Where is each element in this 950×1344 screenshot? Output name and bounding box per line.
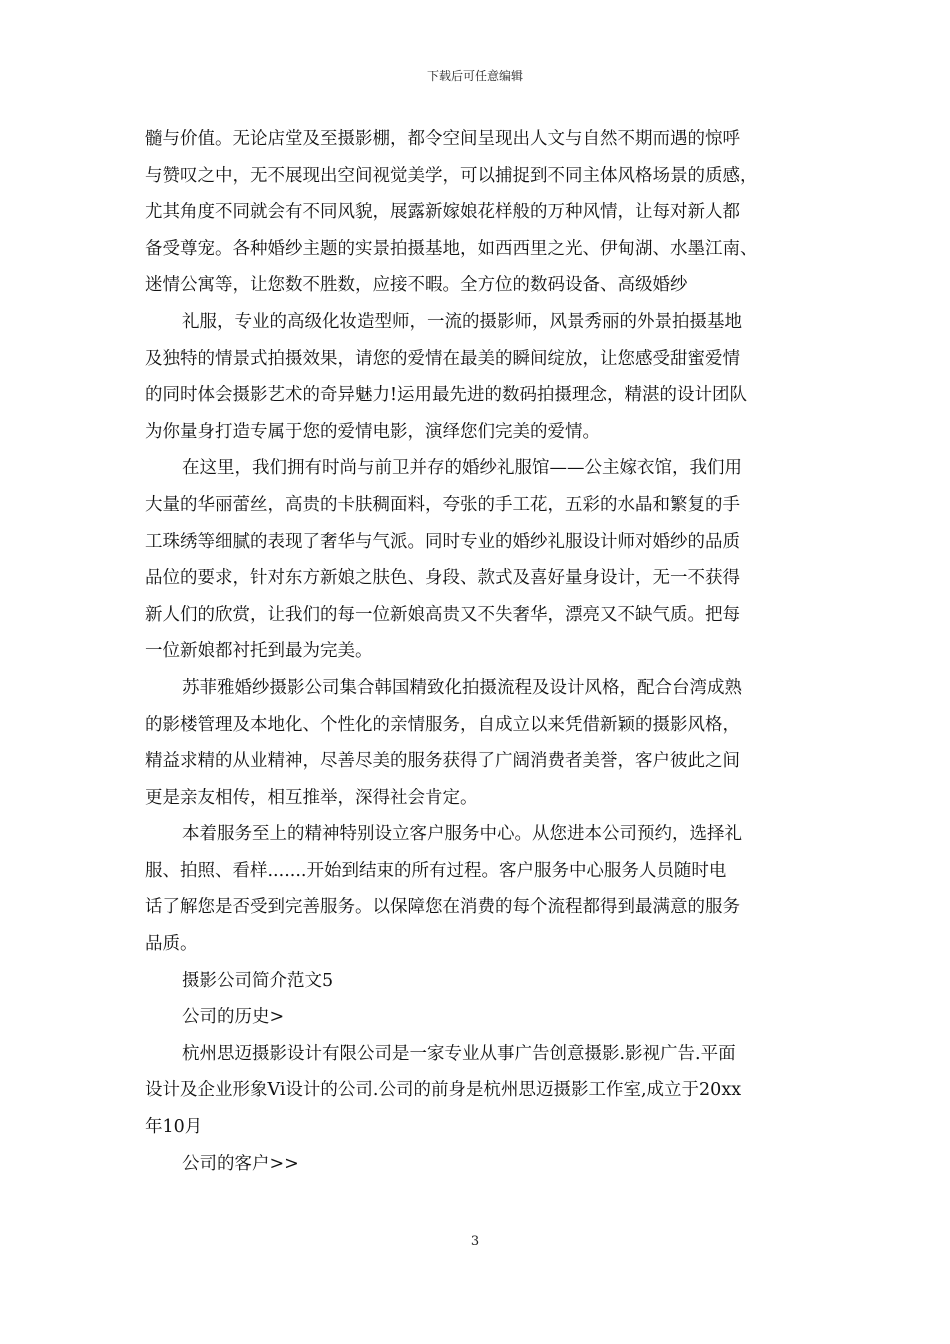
- subsection-heading: 公司的历史>: [182, 1007, 285, 1028]
- text-line: 精益求精的从业精神，尽善尽美的服务获得了广阔消费者美誉，客户彼此之间: [145, 751, 740, 772]
- text-line: 为你量身打造专属于您的爱情电影，演绎您们完美的爱情。: [145, 421, 600, 442]
- text-line: 在这里，我们拥有时尚与前卫并存的婚纱礼服馆——公主嫁衣馆，我们用: [182, 458, 742, 479]
- text-line: 髓与价值。无论店堂及至摄影棚，都令空间呈现出人文与自然不期而遇的惊呼: [145, 129, 740, 149]
- text-line: 尤其角度不同就会有不同风貌，展露新嫁娘花样般的万种风情，让每对新人都: [145, 202, 740, 223]
- subsection-heading: 公司的客户>>: [182, 1153, 299, 1174]
- text-line: 话了解您是否受到完善服务。以保障您在消费的每个流程都得到最满意的服务: [145, 897, 740, 918]
- text-line: 及独特的情景式拍摄效果，请您的爱情在最美的瞬间绽放，让您感受甜蜜爱情: [145, 348, 740, 369]
- text-line: 一位新娘都衬托到最为完美。: [145, 641, 373, 662]
- text-line: 服、拍照、看样.......开始到结束的所有过程。客户服务中心服务人员随时电: [145, 860, 727, 881]
- text-line: 新人们的欣赏，让我们的每一位新娘高贵又不失奢华，漂亮又不缺气质。把每: [145, 604, 740, 625]
- document-body: [145, 121, 820, 1182]
- page-number: 3: [470, 1234, 480, 1249]
- text-line: 品位的要求，针对东方新娘之肤色、身段、款式及喜好量身设计，无一不获得: [145, 568, 740, 589]
- text-line: 的同时体会摄影艺术的奇异魅力!运用最先进的数码拍摄理念，精湛的设计团队: [145, 385, 748, 406]
- text-line: 品质。: [145, 934, 198, 955]
- text-line: 工珠绣等细腻的表现了奢华与气派。同时专业的婚纱礼服设计师对婚纱的品质: [145, 531, 740, 552]
- text-line: 迷情公寓等，让您数不胜数，应接不暇。全方位的数码设备、高级婚纱: [145, 275, 688, 296]
- page-header: 下载后可任意编辑: [426, 69, 523, 83]
- text-line: 杭州思迈摄影设计有限公司是一家专业从事广告创意摄影.影视广告.平面: [182, 1043, 736, 1064]
- text-line: 大量的华丽蕾丝，高贵的卡肤稠面料，夸张的手工花，五彩的水晶和繁复的手: [145, 494, 740, 515]
- text-line: 本着服务至上的精神特别设立客户服务中心。从您进本公司预约，选择礼: [182, 824, 742, 845]
- text-line: 礼服，专业的高级化妆造型师，一流的摄影师，风景秀丽的外景拍摄基地: [182, 311, 742, 332]
- text-line: 设计及企业形象Vi设计的公司.公司的前身是杭州思迈摄影工作室,成立于20xx: [145, 1080, 742, 1101]
- text-line: 苏菲雅婚纱摄影公司集合韩国精致化拍摄流程及设计风格，配合台湾成熟: [182, 677, 742, 698]
- text-line: 更是亲友相传，相互推举，深得社会肯定。: [145, 787, 478, 808]
- text-line: 备受尊宠。各种婚纱主题的实景拍摄基地，如西西里之光、伊甸湖、水墨江南、: [145, 238, 758, 259]
- text-line: 年10月: [145, 1117, 203, 1138]
- text-line: 与赞叹之中，无不展现出空间视觉美学，可以捕捉到不同主体风格场景的质感，: [145, 165, 758, 186]
- text-line: 的影楼管理及本地化、个性化的亲情服务，自成立以来凭借新颖的摄影风格，: [145, 714, 740, 735]
- section-heading: 摄影公司简介范文5: [182, 970, 334, 991]
